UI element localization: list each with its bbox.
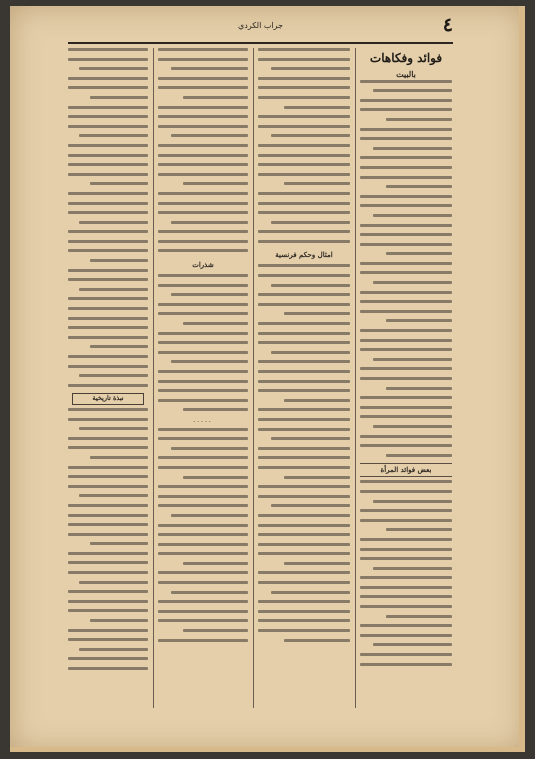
newspaper-page — [10, 6, 525, 752]
column-4 — [68, 48, 148, 708]
column-4-text — [68, 48, 148, 387]
journal-title: جراب الكردي — [238, 21, 283, 30]
separator-dots: ····· — [193, 418, 213, 426]
column-separator — [153, 48, 154, 708]
boxed-heading: نبذة تاريخية — [72, 393, 144, 405]
column-separator — [253, 48, 254, 708]
header-rule — [68, 42, 453, 44]
column-3 — [158, 48, 248, 708]
section-title: فوائد وفكاهات — [369, 51, 443, 65]
section-subtitle: بالبيت — [396, 69, 416, 79]
column-1 — [360, 48, 452, 708]
column-2-text — [258, 48, 350, 243]
page-number: ٤ — [442, 14, 453, 36]
column-3-text — [158, 48, 248, 252]
column-1-text-2 — [360, 480, 452, 665]
column-1-text — [360, 80, 452, 457]
page-header — [68, 14, 453, 36]
column-4-text-2 — [68, 408, 148, 670]
column-2-text-2 — [258, 264, 350, 641]
column-3-text-3 — [158, 428, 248, 642]
section-heading-proverbs: امثال وحكم فرنسية — [275, 250, 333, 260]
section-heading-fragments: شذرات — [192, 260, 214, 270]
column-separator — [355, 48, 356, 708]
column-2 — [258, 48, 350, 708]
column-3-text-2 — [158, 274, 248, 411]
section-heading-2: بعض فوائد المرأة — [360, 463, 452, 477]
